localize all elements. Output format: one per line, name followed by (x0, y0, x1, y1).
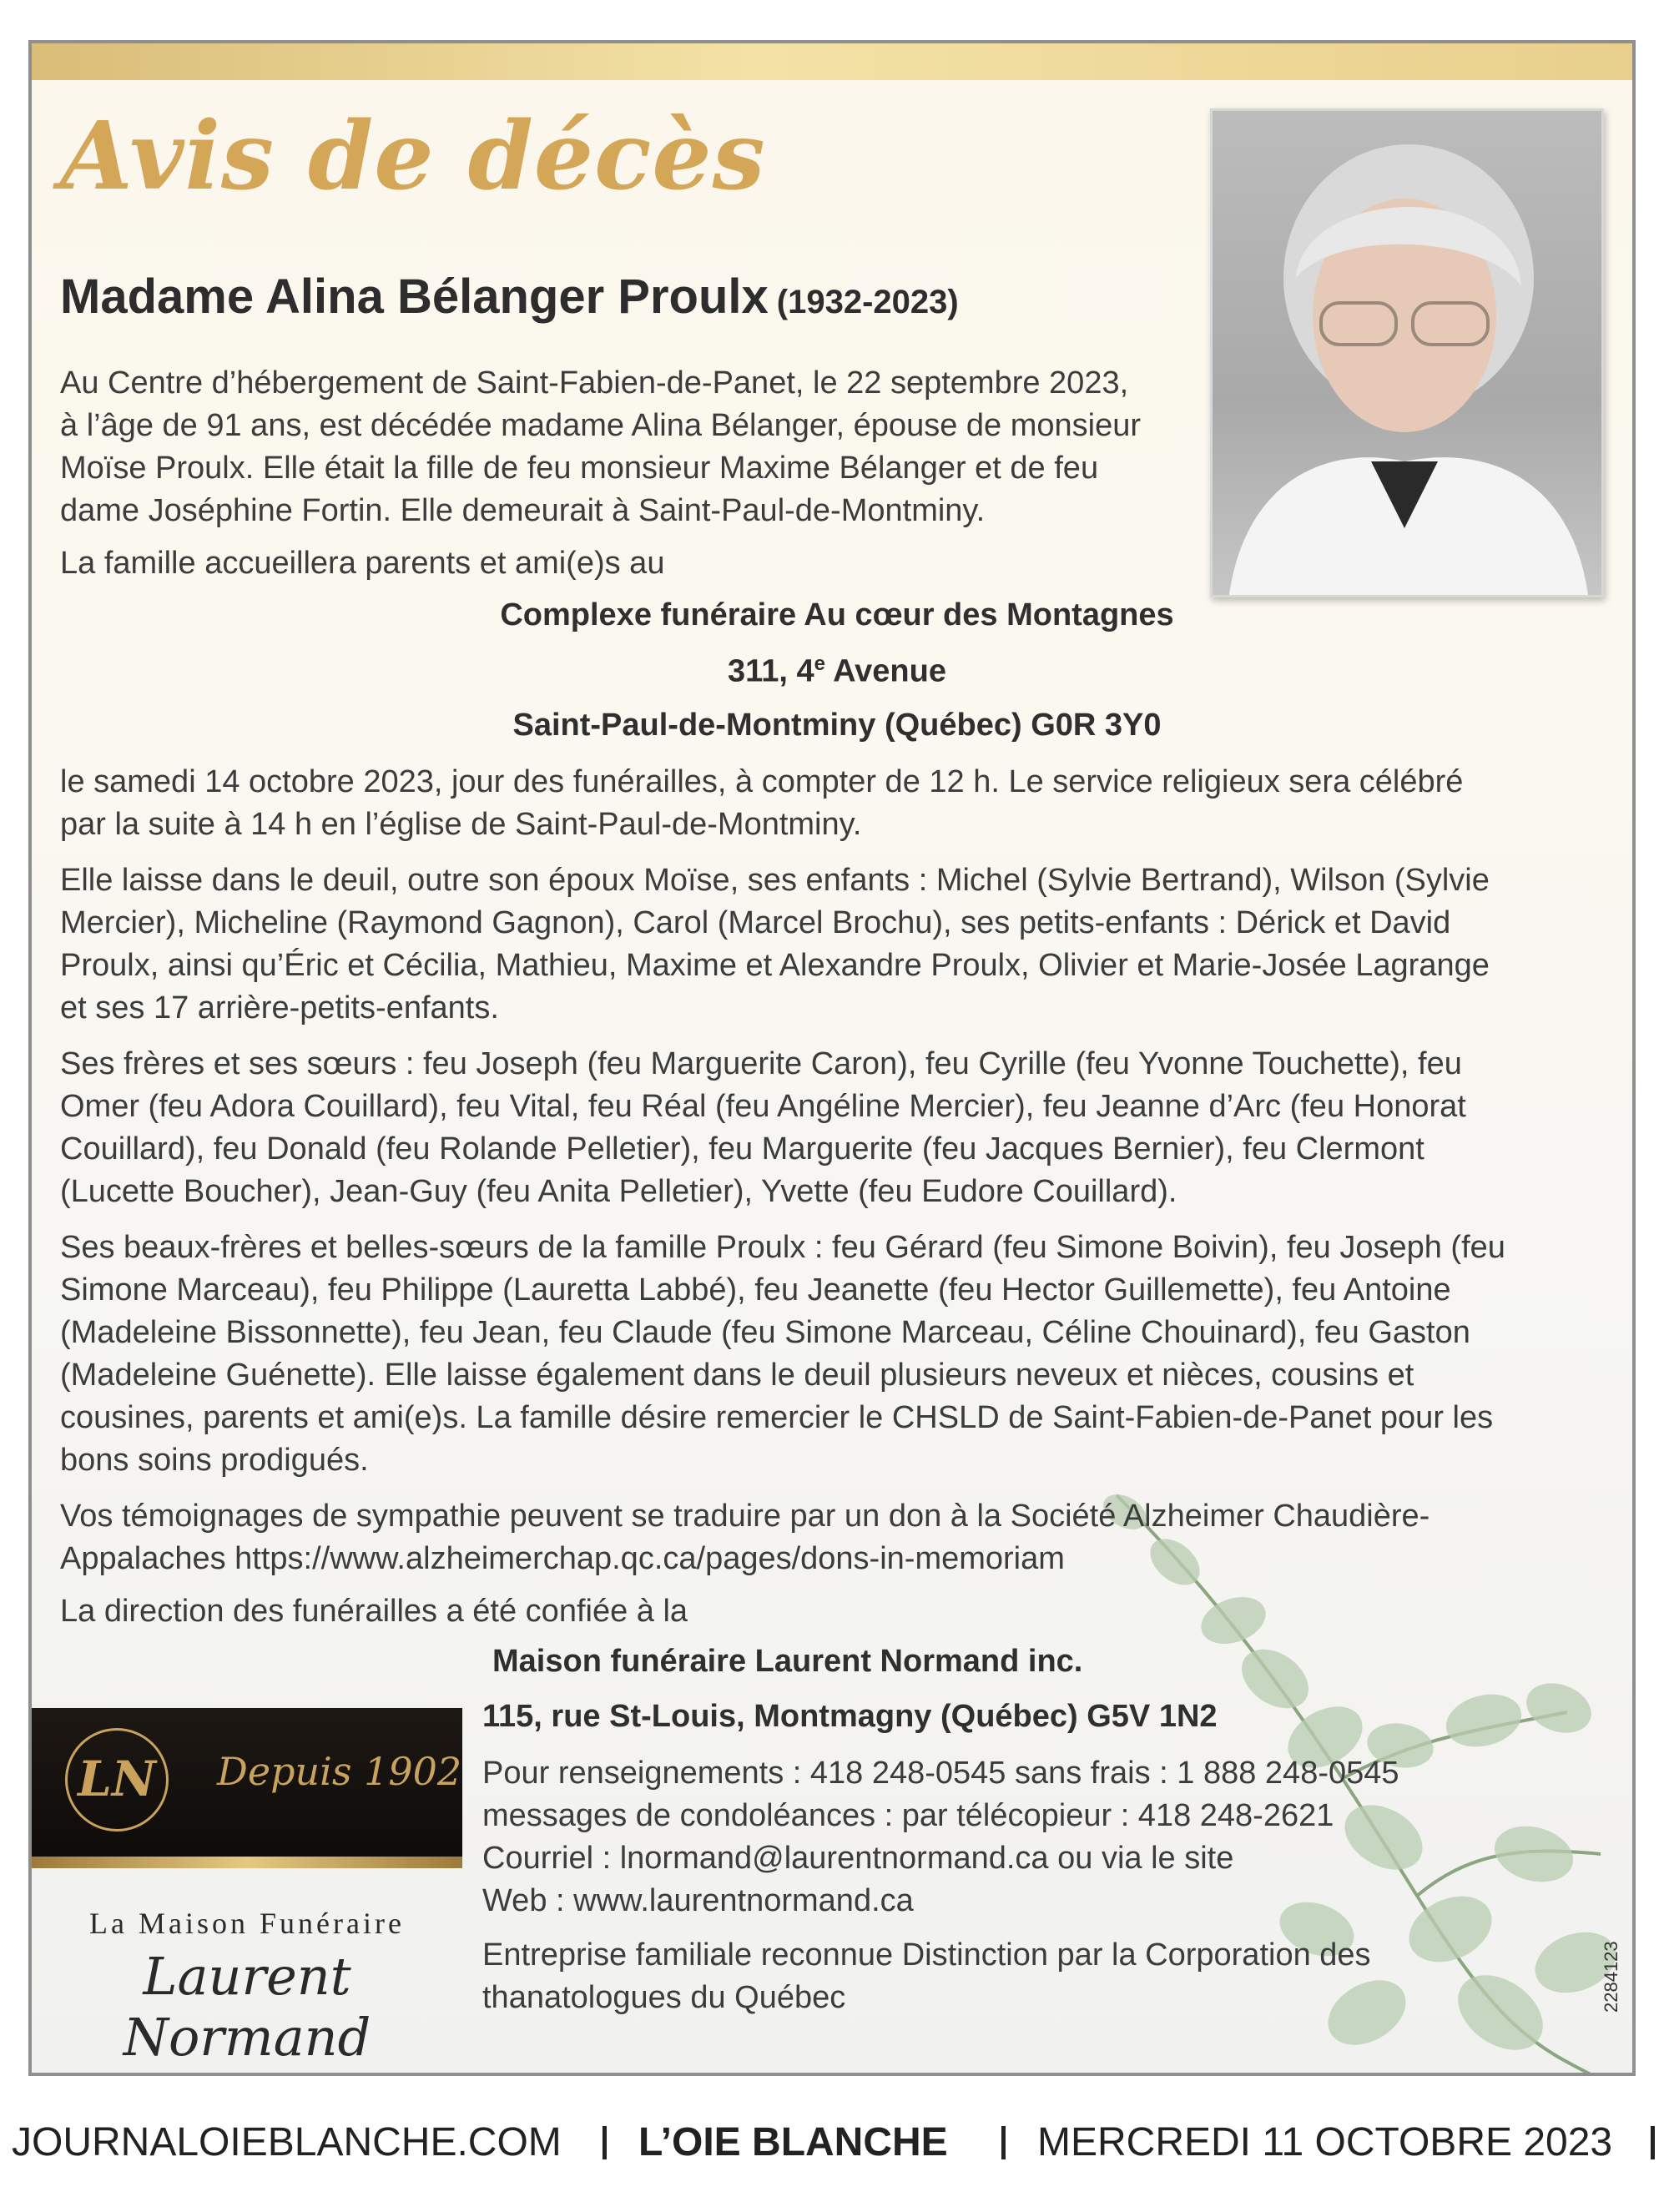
paragraph-in-laws (60, 1227, 1614, 1482)
donations-line-1: Vos témoignages de sympathie peuvent se traduire par un don à la Société Alzheimer Chaudière- (60, 1499, 1430, 1534)
contact-email: Courriel : lnormand@laurentnormand.ca ou via le site (482, 1841, 1234, 1876)
intro-line-3: Moïse Proulx. Elle était la fille de feu monsieur Maxime Bélanger et de feu (60, 451, 1099, 486)
siblings-line-2: Omer (feu Adora Couillard), feu Vital, feu Réal (feu Angéline Mercier), feu Jeanne d’Arc (feu Honorat (60, 1089, 1466, 1124)
service-line-2: par la suite à 14 h en l’église de Saint-Paul-de-Montminy. (60, 807, 862, 842)
funeral-home-name: Maison funéraire Laurent Normand inc. (492, 1644, 1083, 1679)
deceased-photo (1210, 108, 1604, 597)
footer-separator-2 (1001, 2126, 1006, 2159)
footer-site[interactable]: JOURNALOIEBLANCHE.COM (12, 2120, 562, 2164)
footer-separator-1 (603, 2126, 607, 2159)
funeral-home-contacts (482, 1752, 1399, 1922)
paragraph-siblings (60, 1043, 1614, 1213)
logo-monogram: LN (78, 1751, 156, 1807)
footer-date: MERCREDI 11 OCTOBRE 2023 (1037, 2120, 1613, 2164)
deceased-years: (1932-2023) (776, 284, 959, 320)
logo-line-1: La Maison Funéraire (89, 1907, 405, 1940)
venue-city: Saint-Paul-de-Montminy (Québec) G0R 3Y0 (512, 708, 1162, 743)
venue-street-end: Avenue (824, 653, 946, 689)
logo-gold-strip (32, 1857, 462, 1868)
gold-header-bar (32, 43, 1632, 80)
logo-line-2: Laurent Normand (123, 1946, 371, 2068)
ad-reference-number: 2284123 (1601, 1941, 1621, 2013)
paragraph-service (60, 761, 1614, 846)
funeral-direction-text: La direction des funérailles a été confiée à la (60, 1594, 688, 1629)
page-title: Avis de décès (60, 102, 766, 211)
portrait-illustration (1213, 111, 1601, 595)
obituary-frame (28, 40, 1636, 2076)
family-line-3: Proulx, ainsi qu’Éric et Cécilia, Mathieu, Maxime et Alexandre Proulx, Olivier et Marie-Josée Lagrange (60, 948, 1490, 983)
note-line-2: thanatologues du Québec (482, 1980, 846, 2015)
siblings-line-3: Couillard), feu Donald (feu Rolande Pelletier), feu Marguerite (feu Jacques Bernier), feu Clermont (60, 1131, 1424, 1166)
note-line-1: Entreprise familiale reconnue Distinction par la Corporation des (482, 1937, 1371, 1973)
logo-since: Depuis 1902 (217, 1749, 462, 1794)
intro-line-2: à l’âge de 91 ans, est décédée madame Alina Bélanger, épouse de monsieur (60, 408, 1142, 443)
contact-phone: Pour renseignements : 418 248-0545 sans frais : 1 888 248-0545 (482, 1756, 1399, 1791)
paragraph-family (60, 859, 1614, 1030)
intro-line-4: dame Joséphine Fortin. Elle demeurait à Saint-Paul-de-Montminy. (60, 493, 986, 528)
inlaws-line-4: (Madeleine Guénette). Elle laisse également dans le deuil plusieurs neveux et nièces, cousins et (60, 1358, 1414, 1393)
footer-separator-3 (1651, 2126, 1655, 2159)
inlaws-line-6: bons soins prodigués. (60, 1443, 369, 1478)
family-line-4: et ses 17 arrière-petits-enfants. (60, 990, 499, 1025)
family-line-1: Elle laisse dans le deuil, outre son époux Moïse, ses enfants : Michel (Sylvie Bertrand), Wilson (Sylvie (60, 863, 1490, 898)
deceased-name: Madame Alina Bélanger Proulx (60, 270, 769, 324)
deceased-name-line (60, 269, 959, 325)
footer-paper: L’OIE BLANCHE (638, 2120, 948, 2164)
service-line-1: le samedi 14 octobre 2023, jour des funérailles, à compter de 12 h. Le service religieux sera célébré (60, 764, 1464, 799)
venue-street (366, 653, 1308, 690)
donations-line-2: Appalaches https://www.alzheimerchap.qc.ca/pages/dons-in-memoriam (60, 1541, 1065, 1576)
siblings-line-1: Ses frères et ses sœurs : feu Joseph (feu Marguerite Caron), feu Cyrille (feu Yvonne Touchette), feu (60, 1046, 1462, 1081)
contact-fax: messages de condoléances : par télécopieur : 418 248-2621 (482, 1798, 1334, 1833)
visitation-intro: La famille accueillera parents et ami(e)s au (60, 546, 665, 581)
contact-web: Web : www.laurentnormand.ca (482, 1883, 914, 1918)
inlaws-line-3: (Madeleine Bissonnette), feu Jean, feu Claude (feu Simone Marceau, Céline Chouinard), feu Gaston (60, 1315, 1470, 1350)
funeral-home-address: 115, rue St-Louis, Montmagny (Québec) G5V 1N2 (482, 1699, 1218, 1734)
venue-name: Complexe funéraire Au cœur des Montagnes (500, 597, 1174, 632)
venue-street-number: 311, 4 (728, 653, 814, 689)
funeral-home-note (482, 1934, 1371, 2019)
intro-line-1: Au Centre d’hébergement de Saint-Fabien-de-Panet, le 22 septembre 2023, (60, 365, 1129, 401)
inlaws-line-5: cousines, parents et ami(e)s. La famille désire remercier le CHSLD de Saint-Fabien-de-Panet pour les (60, 1400, 1494, 1435)
family-line-2: Mercier), Micheline (Raymond Gagnon), Carol (Marcel Brochu), ses petits-enfants : Dérick et David (60, 905, 1451, 940)
inlaws-line-1: Ses beaux-frères et belles-sœurs de la famille Proulx : feu Gérard (feu Simone Boivin), feu Joseph (feu (60, 1230, 1505, 1265)
paragraph-donations (60, 1495, 1614, 1580)
venue-street-sup: e (814, 653, 825, 675)
siblings-line-4: (Lucette Boucher), Jean-Guy (feu Anita Pelletier), Yvette (feu Eudore Couillard). (60, 1174, 1177, 1209)
paragraph-intro (60, 362, 1203, 532)
inlaws-line-2: Simone Marceau), feu Philippe (Lauretta Labbé), feu Jeanette (feu Hector Guillemette), feu Antoine (60, 1272, 1451, 1308)
